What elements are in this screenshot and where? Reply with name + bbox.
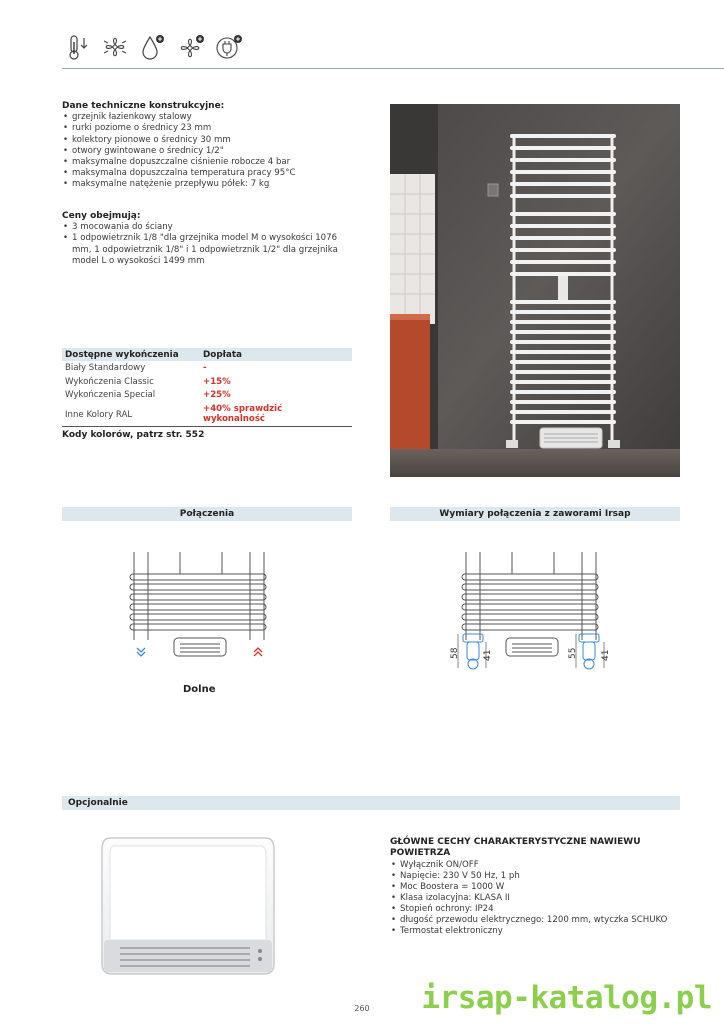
list-item: • 3 mocowania do ściany [62,222,358,233]
list-item: • 1 odpowietrznik 1/8 "dla grzejnika model M o wysokości 1076 mm, 1 odpowietrznik 1/8" i 1 odpowietrznik 1/2" dla grzejnika model L o wysokości 1499 mm [62,233,358,267]
color-codes-note: Kody kolorów, patrz str. 552 [62,429,205,440]
table-row [62,402,352,424]
list-item: • rurki poziome o średnicy 23 mm [62,123,362,134]
connection-type-label: Dolne [183,684,216,695]
feature-icons [62,32,244,64]
dimensions-diagram [450,550,620,675]
table-header [62,348,352,361]
list-item: • maksymalne natężenie przepływu półek: 7 kg [62,179,362,190]
dimension-value: 41 [483,649,493,661]
dimensions-section-title: Wymiary połączenia z zaworami Irsap [390,507,680,521]
finish-surcharge: +40% sprawdzić wykonalność [203,403,283,424]
list-item: • Termostat elektroniczny [390,926,680,937]
chevron-up-icon [252,646,264,658]
page-number: 260 [354,1004,370,1013]
product-photo [390,104,680,477]
water-drop-plus-icon [138,32,168,62]
finish-name: Biały Standardowy [65,363,146,373]
finish-name: Wykończenia Special [65,390,156,400]
chevron-down-icon [135,646,147,658]
list-item: • maksymalne dopuszczalne ciśnienie robocze 4 bar [62,157,362,168]
technical-data-heading: Dane techniczne konstrukcyjne: [62,101,225,111]
finish-name: Wykończenia Classic [65,376,154,387]
dimension-value: 41 [601,649,611,661]
finishes-table [62,348,352,440]
list-item: • Moc Boostera = 1000 W [390,882,680,893]
dimension-value: 55 [568,647,578,659]
connection-diagram [128,550,268,662]
watermark: irsap-katalog.pl [421,980,712,1016]
list-item: • długość przewodu elektrycznego: 1200 mm, wtyczka SCHUKO [390,915,680,926]
features-heading: GŁÓWNE CECHY CHARAKTERYSTYCZNE NAWIEWU POWIETRZA [390,837,641,858]
header-divider [62,68,724,69]
table-divider [62,426,352,427]
thermometer-down-icon [62,32,92,62]
price-includes [62,211,358,267]
list-item: • Napięcie: 230 V 50 Hz, 1 ph [390,871,680,882]
finish-surcharge: - [203,363,207,373]
price-includes-heading: Ceny obejmują: [62,211,141,221]
list-item: • Wyłącznik ON/OFF [390,860,680,871]
list-item: • maksymalna dopuszczalna temperatura pracy 95°C [62,168,362,179]
fan-features [390,837,680,937]
table-row [62,375,352,389]
list-item: • otwory gwintowane o średnicy 1/2" [62,146,362,157]
finish-name: Inne Kolory RAL [65,409,133,420]
table-row [62,388,352,402]
fan-icon [100,32,130,62]
list-item: • kolektory pionowe o średnicy 30 mm [62,135,362,146]
fan-heater-image [100,836,276,976]
finish-surcharge: +15% [203,376,231,387]
list-item: • grzejnik łazienkowy stalowy [62,112,362,123]
column-header: Dopłata [203,349,242,360]
list-item: • Klasa izolacyjna: KLASA II [390,893,680,904]
fan-plus-icon [176,32,206,62]
finish-surcharge: +25% [203,390,231,400]
optional-section-title: Opcjonalnie [62,796,680,810]
connections-section-title: Połączenia [62,507,352,521]
table-row [62,361,352,375]
dimension-value: 58 [450,647,460,659]
plug-plus-icon [214,32,244,62]
list-item: • Stopień ochrony: IP24 [390,904,680,915]
column-header: Dostępne wykończenia [65,349,179,360]
technical-data [62,101,362,191]
